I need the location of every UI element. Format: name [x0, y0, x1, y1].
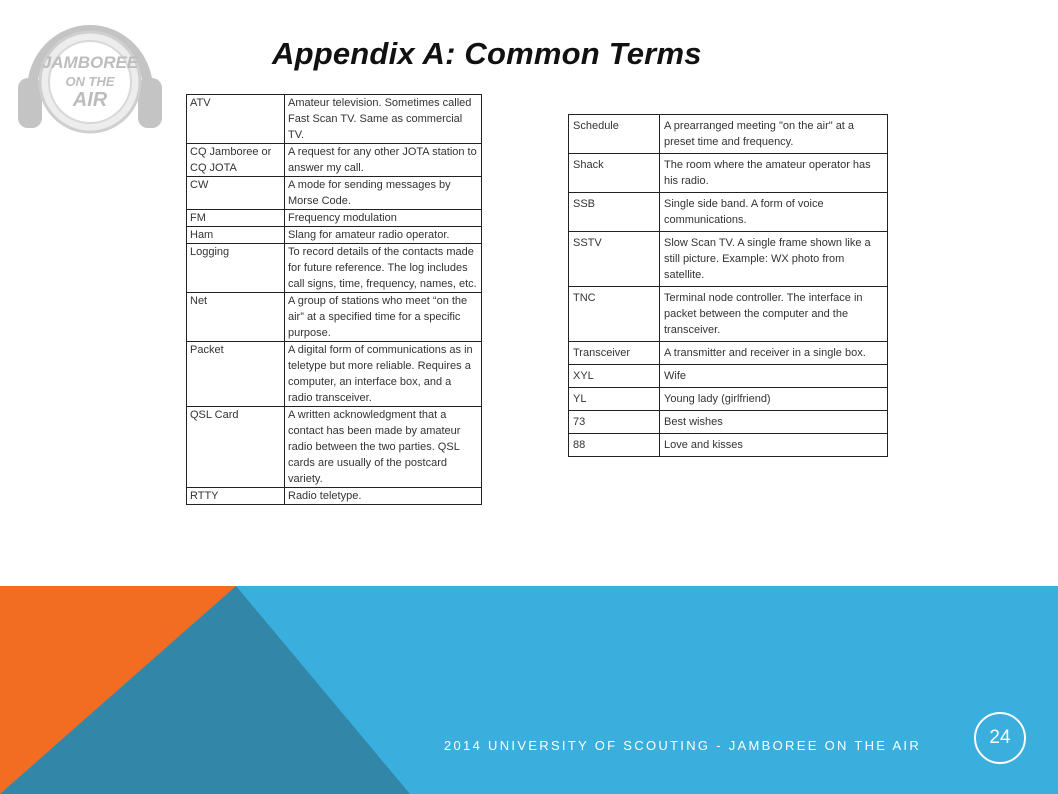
table-row — [187, 144, 482, 177]
logo-line-1: JAMBOREE — [41, 53, 139, 72]
table-row — [569, 232, 888, 287]
jota-logo — [8, 6, 170, 156]
term-cell: Shack — [569, 154, 660, 193]
table-row — [569, 287, 888, 342]
definition-cell: Radio teletype. — [285, 488, 482, 505]
logo-line-3: AIR — [72, 89, 108, 111]
term-cell: YL — [569, 388, 660, 411]
table-row — [569, 434, 888, 457]
definition-cell: A mode for sending messages by Morse Code. — [285, 177, 482, 210]
term-cell: 73 — [569, 411, 660, 434]
footer-text: 2014 UNIVERSITY OF SCOUTING - JAMBOREE ON THE AIR — [444, 738, 922, 753]
definition-cell: The room where the amateur operator has his radio. — [660, 154, 888, 193]
definition-cell: Best wishes — [660, 411, 888, 434]
term-cell: RTTY — [187, 488, 285, 505]
table-row — [569, 342, 888, 365]
definition-cell: A group of stations who meet “on the air” at a specified time for a specific purpose. — [285, 293, 482, 342]
slide-title: Appendix A: Common Terms — [272, 36, 702, 71]
definition-cell: Amateur television. Sometimes called Fast Scan TV. Same as commercial TV. — [285, 95, 482, 144]
table-row — [569, 388, 888, 411]
definition-cell: Terminal node controller. The interface in packet between the computer and the transceiver. — [660, 287, 888, 342]
definition-cell: To record details of the contacts made for future reference. The log includes call signs, time, frequency, names, etc. — [285, 244, 482, 293]
definition-cell: Slow Scan TV. A single frame shown like a still picture. Example: WX photo from satellite. — [660, 232, 888, 287]
footer-band — [0, 586, 1058, 794]
table-row — [187, 95, 482, 144]
terms-table-left — [186, 94, 482, 505]
table-row — [187, 488, 482, 505]
term-cell: TNC — [569, 287, 660, 342]
term-cell: 88 — [569, 434, 660, 457]
definition-cell: A transmitter and receiver in a single box. — [660, 342, 888, 365]
term-cell: Packet — [187, 342, 285, 407]
table-row — [569, 154, 888, 193]
table-row — [187, 210, 482, 227]
table-row — [569, 193, 888, 232]
definition-cell: Young lady (girlfriend) — [660, 388, 888, 411]
term-cell: Schedule — [569, 115, 660, 154]
definition-cell: Single side band. A form of voice communications. — [660, 193, 888, 232]
table-row — [569, 365, 888, 388]
term-cell: Transceiver — [569, 342, 660, 365]
definition-cell: Love and kisses — [660, 434, 888, 457]
term-cell: FM — [187, 210, 285, 227]
definition-cell: Slang for amateur radio operator. — [285, 227, 482, 244]
definition-cell: Frequency modulation — [285, 210, 482, 227]
terms-table-right — [568, 114, 888, 457]
table-row — [187, 342, 482, 407]
term-cell: SSB — [569, 193, 660, 232]
page-number: 24 — [974, 712, 1026, 764]
table-row — [187, 244, 482, 293]
definition-cell: A written acknowledgment that a contact has been made by amateur radio between the two parties. QSL cards are usually of the postcard variety. — [285, 407, 482, 488]
definition-cell: A request for any other JOTA station to answer my call. — [285, 144, 482, 177]
term-cell: Net — [187, 293, 285, 342]
table-row — [187, 177, 482, 210]
term-cell: Logging — [187, 244, 285, 293]
logo-line-2: ON THE — [65, 74, 115, 89]
definition-cell: A prearranged meeting "on the air" at a preset time and frequency. — [660, 115, 888, 154]
term-cell: Ham — [187, 227, 285, 244]
term-cell: SSTV — [569, 232, 660, 287]
definition-cell: A digital form of communications as in teletype but more reliable. Requires a computer, an interface box, and a radio transceiver. — [285, 342, 482, 407]
term-cell: XYL — [569, 365, 660, 388]
term-cell: CW — [187, 177, 285, 210]
term-cell: CQ Jamboree or CQ JOTA — [187, 144, 285, 177]
table-row — [187, 227, 482, 244]
table-row — [569, 115, 888, 154]
definition-cell: Wife — [660, 365, 888, 388]
table-row — [569, 411, 888, 434]
term-cell: QSL Card — [187, 407, 285, 488]
term-cell: ATV — [187, 95, 285, 144]
table-row — [187, 293, 482, 342]
table-row — [187, 407, 482, 488]
